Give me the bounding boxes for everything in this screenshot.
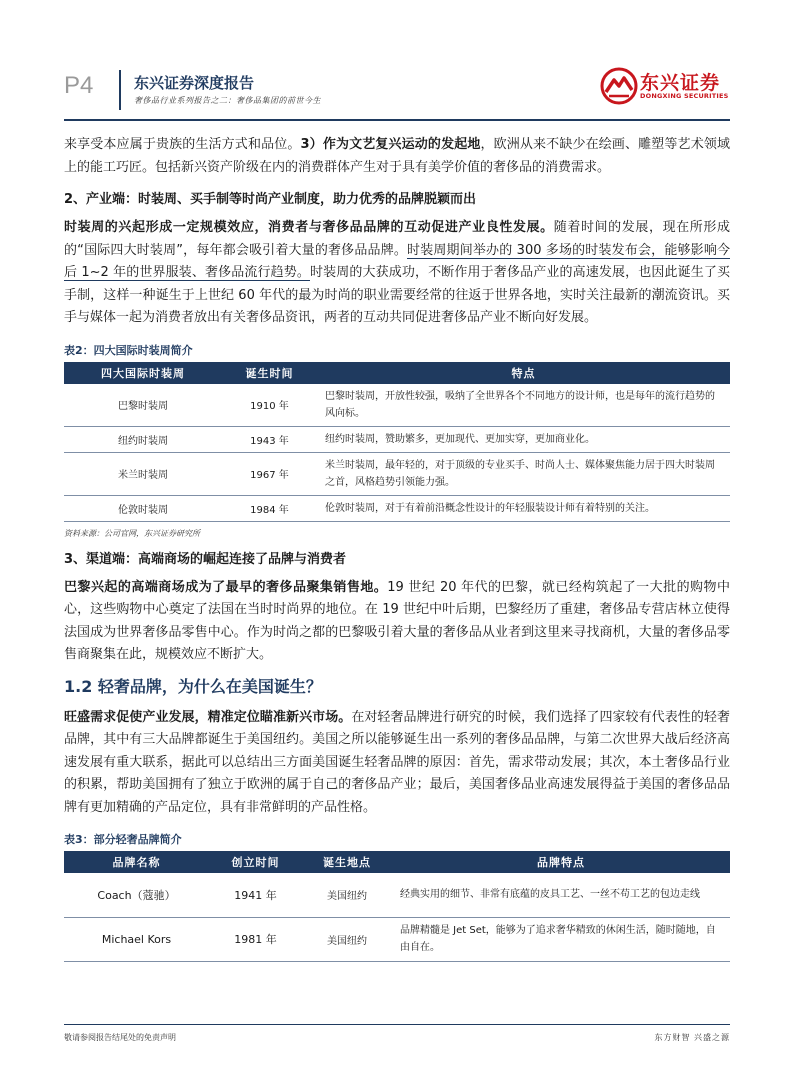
- cell-year: 1984 年: [222, 495, 317, 521]
- page-header: [64, 64, 730, 122]
- bold-text: 时装周的兴起形成一定规模效应，消费者与奢侈品品牌的互动促进产业良性发展。: [64, 220, 554, 235]
- column-header: 四大国际时装周: [64, 362, 222, 384]
- text: ，欧洲从来不缺少在绘画、雕塑等艺术领域上的能工巧匠。包括新兴资产阶级在内的消费群体产生对于具有美学价值的奢侈品的消费需求。: [64, 137, 730, 175]
- underlined-text: 时装周期间举办的 300 多场的时装发布会，能够影响今后 1~2 年的世界服装、奢侈品流行趋势。: [64, 242, 730, 280]
- footer-slogan: 东方财智 兴盛之源: [654, 1033, 730, 1042]
- cell-name: 巴黎时装周: [64, 384, 222, 427]
- fashion-week-table: [64, 362, 730, 522]
- section-heading-industry: 2、产业端：时装周、买手制等时尚产业制度，助力优秀的品牌脱颖而出: [64, 192, 477, 207]
- cell-desc: 纽约时装周，赞助繁多，更加现代、更加实穿，更加商业化。: [317, 426, 730, 452]
- logo-chinese-name: 东兴证券: [640, 72, 721, 94]
- paragraph-paris-malls: [64, 577, 730, 667]
- text: 在对轻奢品牌进行研究的时候，我们选择了四家较有代表性的轻奢品牌，其中有三大品牌都诞生于美国纽约。美国之所以能够诞生出一系列的奢侈品品牌，与第二次世界大战后经济高速发展有重大联系，据此可以总结出三方面美国诞生轻奢品牌的原因：首先，需求带动发展；其次，本土奢侈品行业的积累，帮助美国拥有了独立于欧洲的属于自己的奢侈品产业；最后，美国奢侈品业高速发展得益于美国的奢侈品品牌有更加精确的产品定位，具有非常鲜明的产品性格。: [64, 709, 730, 815]
- report-body: [64, 134, 730, 962]
- table-row: [64, 917, 730, 961]
- bold-text: 3）作为文艺复兴运动的发起地: [300, 137, 481, 152]
- table-row: [64, 452, 730, 495]
- section-heading-channel: 3、渠道端：高端商场的崛起连接了品牌与消费者: [64, 551, 347, 567]
- cell-brand: Michael Kors: [64, 917, 209, 961]
- table-row: [64, 384, 730, 427]
- footer-rule: [64, 1024, 730, 1025]
- cell-desc: 巴黎时装周，开放性较强，吸纳了全世界各个不同地方的设计师，也是每年的流行趋势的风向标。: [317, 384, 730, 427]
- paragraph-usa-brands: [64, 707, 730, 820]
- text: 时装周的大获成功，不断作用于奢侈品产业的高速发展，也因此诞生了买手制，这样一种诞生于上世纪 60 年代的最为时尚的职业需要经常的往返于世界各地，实时关注最新的潮流资讯。买手与媒体一起为消费者放出有关奢侈品资讯，两者的互动共同促进奢侈品产业不断向好发展。: [64, 265, 730, 325]
- column-header: 创立时间: [209, 851, 302, 873]
- report-subtitle: 奢侈品行业系列报告之二：奢侈品集团的前世今生: [134, 96, 321, 105]
- column-header: 品牌名称: [64, 851, 209, 873]
- cell-desc: 伦敦时装周，对于有着前沿概念性设计的年轻服装设计师有着特别的关注。: [317, 495, 730, 521]
- table3-caption: 表3：部分轻奢品牌简介: [64, 833, 182, 846]
- bold-text: 巴黎兴起的高端商场成为了最早的奢侈品聚集销售地。: [64, 579, 388, 595]
- cell-year: 1941 年: [209, 873, 302, 917]
- column-header: 诞生时间: [222, 362, 317, 384]
- table-header-row: [64, 851, 730, 873]
- cell-place: 美国纽约: [302, 917, 392, 961]
- text: 来享受本应属于贵族的生活方式和品位。: [64, 137, 301, 152]
- cell-name: 纽约时装周: [64, 426, 222, 452]
- table-row: [64, 873, 730, 917]
- dongxing-logo-icon: [600, 66, 638, 106]
- column-header: 特点: [317, 362, 730, 384]
- cell-year: 1967 年: [222, 452, 317, 495]
- cell-place: 美国纽约: [302, 873, 392, 917]
- table-row: [64, 495, 730, 521]
- column-header: 品牌特点: [392, 851, 730, 873]
- table-header-row: [64, 362, 730, 384]
- header-divider: [119, 70, 121, 110]
- table-row: [64, 426, 730, 452]
- header-rule: [64, 119, 730, 121]
- brand-table: [64, 851, 730, 962]
- text: 19 世纪 20 年代的巴黎，就已经构筑起了一大批的购物中心，这些购物中心奠定了法国在当时时尚界的地位。在 19 世纪中叶后期，巴黎经历了重建，奢侈品专营店林立使得法国成为世界奢侈品零售中心。作为时尚之都的巴黎吸引着大量的奢侈品从业者到这里来寻找商机，大量的奢侈品零售商聚集在此，规模效应不断扩大。: [64, 579, 730, 662]
- cell-year: 1981 年: [209, 917, 302, 961]
- paragraph-fashion-week: [64, 217, 730, 330]
- paragraph-culture: [64, 134, 730, 179]
- cell-desc: 米兰时装周，最年轻的，对于顶级的专业买手、时尚人士、媒体聚焦能力居于四大时装周之首，风格趋势引领能力强。: [317, 452, 730, 495]
- column-header: 诞生地点: [302, 851, 392, 873]
- cell-name: 伦敦时装周: [64, 495, 222, 521]
- disclaimer-note: 敬请参阅报告结尾处的免责声明: [64, 1033, 176, 1042]
- cell-year: 1910 年: [222, 384, 317, 427]
- cell-desc: 品牌精髓是 Jet Set，能够为了追求奢华精致的休闲生活，随时随地，自由自在。: [392, 917, 730, 961]
- table2-source: 资料来源：公司官网，东兴证券研究所: [64, 528, 200, 538]
- page-number: P4: [64, 72, 94, 99]
- table2-caption: 表2：四大国际时装周简介: [64, 343, 193, 357]
- cell-desc: 经典实用的细节、非常有底蕴的皮具工艺、一丝不苟工艺的包边走线: [392, 873, 730, 917]
- section-heading-affordable-luxury: 1.2 轻奢品牌，为什么在美国诞生？: [64, 676, 322, 696]
- report-title: 东兴证券深度报告: [134, 74, 255, 92]
- logo-english-name: DONGXING SECURITIES: [640, 92, 729, 100]
- dongxing-logo: [600, 64, 730, 108]
- bold-text: 旺盛需求促使产业发展，精准定位瞄准新兴市场。: [64, 709, 352, 725]
- cell-year: 1943 年: [222, 426, 317, 452]
- cell-name: 米兰时装周: [64, 452, 222, 495]
- cell-brand: Coach（蔻驰）: [64, 873, 209, 917]
- text: 随着时间的发展，现在所形成的“国际四大时装周”，每年都会吸引着大量的奢侈品品牌。: [64, 220, 730, 258]
